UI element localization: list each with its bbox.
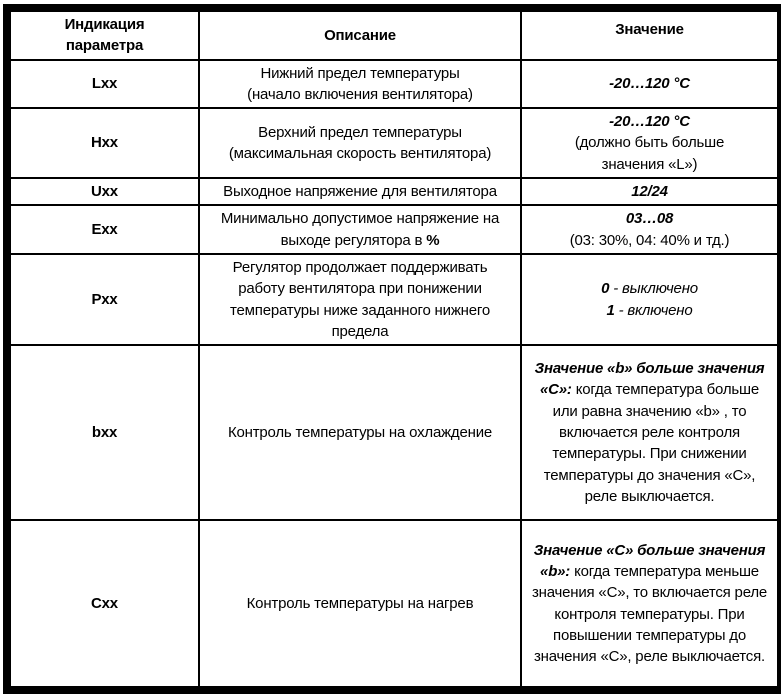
param-description xyxy=(199,108,521,178)
param-value xyxy=(521,205,781,254)
table-row-pxx xyxy=(7,254,781,345)
table-row-exx xyxy=(7,205,781,254)
value-option-on: 1 - включено xyxy=(606,301,693,319)
param-description xyxy=(199,60,521,109)
param-code: Uxx xyxy=(7,178,199,205)
description-text: Верхний предел температуры (максимальная скорость вентилятора) xyxy=(228,123,492,163)
description-bold-suffix: % xyxy=(426,231,440,249)
param-description: Контроль температуры на охлаждение xyxy=(199,345,521,520)
header-param-label: Индикация параметра xyxy=(64,16,145,55)
parameters-table xyxy=(3,4,781,694)
table-row-uxx xyxy=(7,178,781,205)
param-description: Выходное напряжение для вентилятора xyxy=(199,178,521,205)
param-value xyxy=(521,254,781,345)
description-text: Минимально допустимое напряжение на выходе регулятора в xyxy=(220,210,500,249)
param-code: Exx xyxy=(7,205,199,254)
param-code: bxx xyxy=(7,345,199,520)
value-main: -20…120 °С xyxy=(609,113,690,131)
param-description: Регулятор продолжает поддерживать работу вентилятора при понижении температуры ниже заданного нижнего предела xyxy=(199,254,521,345)
value-option-off: 0 - выключено xyxy=(601,280,698,298)
header-param xyxy=(7,8,199,60)
param-code: Lxx xyxy=(7,60,199,109)
value-note: (должно быть больше значения «L») xyxy=(574,134,725,173)
param-code: Pxx xyxy=(7,254,199,345)
header-description: Описание xyxy=(199,8,521,60)
param-value xyxy=(521,178,781,205)
value-lead: Значение «b» больше значения «С»: xyxy=(534,360,765,399)
param-value xyxy=(521,60,781,109)
value-main: -20…120 °С xyxy=(609,75,690,93)
param-code: Hxx xyxy=(7,108,199,178)
value-main: 03…08 xyxy=(625,210,674,228)
table-row-cxx xyxy=(7,520,781,690)
value-main: 12/24 xyxy=(631,183,668,201)
param-description xyxy=(199,205,521,254)
table-row-bxx xyxy=(7,345,781,520)
param-value xyxy=(521,345,781,520)
param-value xyxy=(521,108,781,178)
param-description: Контроль температуры на нагрев xyxy=(199,520,521,690)
param-code: Cxx xyxy=(7,520,199,690)
value-lead: Значение «С» больше значения «b»: xyxy=(533,541,766,581)
table-row-hxx xyxy=(7,108,781,178)
value-rest: когда температура больше или равна значению «b» , то включается реле контроля температуры. При снижении температуры до значения «С», реле выключается. xyxy=(543,381,759,505)
value-rest: когда температура меньше значения «С», то включается реле контроля температуры. При повышении температуры до значения «С», реле выключается. xyxy=(531,563,768,666)
description-text: Нижний предел температуры (начало включения вентилятора) xyxy=(247,64,473,103)
param-value xyxy=(521,520,781,690)
table-header-row xyxy=(7,8,781,60)
value-note: (03: 30%, 04: 40% и тд.) xyxy=(569,231,730,249)
table-row-lxx xyxy=(7,60,781,109)
header-value: Значение xyxy=(521,8,781,60)
